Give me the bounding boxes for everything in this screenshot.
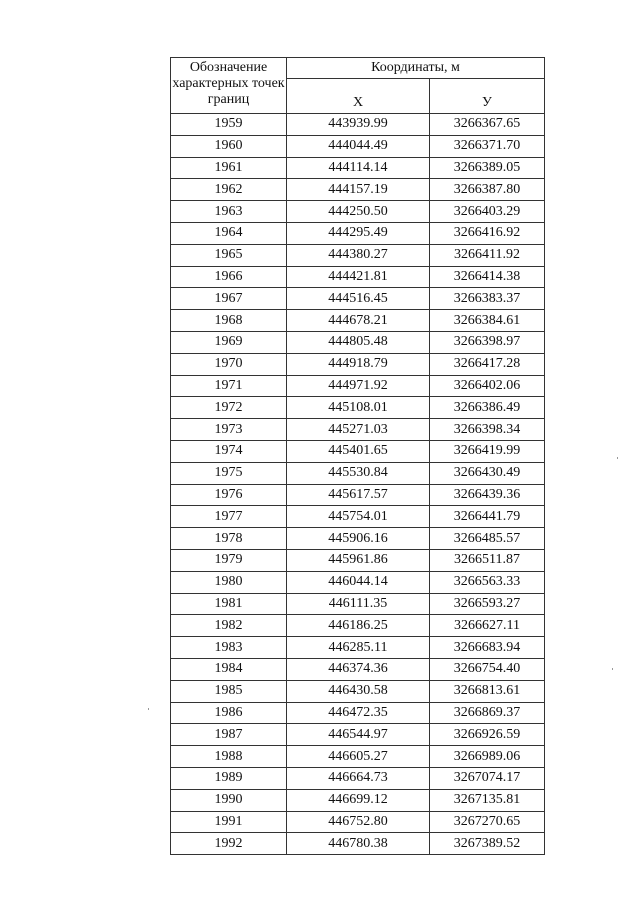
y-coordinate-cell: 3266402.06: [430, 375, 545, 397]
point-cell: 1991: [171, 811, 287, 833]
table-row: [171, 571, 545, 593]
point-cell: 1968: [171, 310, 287, 332]
table-row: [171, 244, 545, 266]
point-cell: 1970: [171, 353, 287, 375]
point-cell: 1982: [171, 615, 287, 637]
point-cell: 1974: [171, 440, 287, 462]
table-row: [171, 528, 545, 550]
point-cell: 1964: [171, 222, 287, 244]
x-coordinate-cell: 445617.57: [287, 484, 430, 506]
table-row: [171, 724, 545, 746]
table-row: [171, 746, 545, 768]
x-coordinate-cell: 445530.84: [287, 462, 430, 484]
y-coordinate-cell: 3266439.36: [430, 484, 545, 506]
point-cell: 1977: [171, 506, 287, 528]
table-row: [171, 767, 545, 789]
table-row: [171, 375, 545, 397]
x-coordinate-cell: 445401.65: [287, 440, 430, 462]
table-row: [171, 419, 545, 441]
y-coordinate-cell: 3266683.94: [430, 637, 545, 659]
table-row: [171, 310, 545, 332]
table-row: [171, 549, 545, 571]
point-cell: 1966: [171, 266, 287, 288]
table-row: [171, 702, 545, 724]
y-coordinate-cell: 3266386.49: [430, 397, 545, 419]
x-coordinate-cell: 446186.25: [287, 615, 430, 637]
table-row: [171, 615, 545, 637]
x-coordinate-cell: 444114.14: [287, 157, 430, 179]
y-coordinate-cell: 3266384.61: [430, 310, 545, 332]
y-coordinate-cell: 3266419.99: [430, 440, 545, 462]
point-cell: 1965: [171, 244, 287, 266]
table-row: [171, 833, 545, 855]
x-coordinate-cell: 445906.16: [287, 528, 430, 550]
table-header: [171, 58, 545, 114]
x-coordinate-cell: 444421.81: [287, 266, 430, 288]
point-cell: 1979: [171, 549, 287, 571]
x-coordinate-cell: 446752.80: [287, 811, 430, 833]
point-cell: 1980: [171, 571, 287, 593]
point-cell: 1959: [171, 114, 287, 136]
point-cell: 1969: [171, 331, 287, 353]
y-coordinate-cell: 3266387.80: [430, 179, 545, 201]
point-cell: 1985: [171, 680, 287, 702]
point-cell: 1992: [171, 833, 287, 855]
y-coordinate-cell: 3266593.27: [430, 593, 545, 615]
x-coordinate-cell: 446699.12: [287, 789, 430, 811]
y-coordinate-cell: 3266926.59: [430, 724, 545, 746]
x-coordinate-cell: 446430.58: [287, 680, 430, 702]
point-cell: 1961: [171, 157, 287, 179]
table-row: [171, 440, 545, 462]
x-coordinate-cell: 445108.01: [287, 397, 430, 419]
table-body: [171, 114, 545, 855]
table-row: [171, 353, 545, 375]
x-coordinate-cell: 446605.27: [287, 746, 430, 768]
table-row: [171, 484, 545, 506]
x-coordinate-cell: 444295.49: [287, 222, 430, 244]
coordinates-table: [170, 57, 545, 855]
header-row-top: [171, 58, 545, 79]
x-coordinate-cell: 445961.86: [287, 549, 430, 571]
y-coordinate-cell: 3266383.37: [430, 288, 545, 310]
table-row: [171, 288, 545, 310]
x-coordinate-cell: 446544.97: [287, 724, 430, 746]
point-cell: 1978: [171, 528, 287, 550]
table-row: [171, 658, 545, 680]
y-coordinate-cell: 3266398.34: [430, 419, 545, 441]
y-coordinate-cell: 3266869.37: [430, 702, 545, 724]
point-cell: 1975: [171, 462, 287, 484]
table-row: [171, 179, 545, 201]
y-coordinate-cell: 3266417.28: [430, 353, 545, 375]
y-column-header: У: [430, 79, 545, 114]
coordinates-table-container: [170, 57, 544, 855]
y-coordinate-cell: 3266813.61: [430, 680, 545, 702]
table-row: [171, 157, 545, 179]
table-row: [171, 789, 545, 811]
point-cell: 1983: [171, 637, 287, 659]
point-cell: 1972: [171, 397, 287, 419]
y-coordinate-cell: 3266411.92: [430, 244, 545, 266]
table-row: [171, 593, 545, 615]
table-row: [171, 397, 545, 419]
table-row: [171, 637, 545, 659]
x-coordinate-cell: 444516.45: [287, 288, 430, 310]
y-coordinate-cell: 3266371.70: [430, 135, 545, 157]
point-cell: 1990: [171, 789, 287, 811]
x-coordinate-cell: 443939.99: [287, 114, 430, 136]
y-coordinate-cell: 3266511.87: [430, 549, 545, 571]
table-row: [171, 222, 545, 244]
x-coordinate-cell: 444044.49: [287, 135, 430, 157]
x-coordinate-cell: 444918.79: [287, 353, 430, 375]
point-cell: 1962: [171, 179, 287, 201]
y-coordinate-cell: 3266398.97: [430, 331, 545, 353]
x-coordinate-cell: 444678.21: [287, 310, 430, 332]
table-row: [171, 811, 545, 833]
table-row: [171, 201, 545, 223]
point-cell: 1967: [171, 288, 287, 310]
y-coordinate-cell: 3266416.92: [430, 222, 545, 244]
x-coordinate-cell: 444971.92: [287, 375, 430, 397]
point-cell: 1973: [171, 419, 287, 441]
table-row: [171, 114, 545, 136]
y-coordinate-cell: 3266389.05: [430, 157, 545, 179]
scan-speck: [148, 708, 149, 710]
table-row: [171, 506, 545, 528]
scan-speck: [617, 457, 618, 459]
x-coordinate-cell: 444805.48: [287, 331, 430, 353]
y-coordinate-cell: 3267074.17: [430, 767, 545, 789]
table-row: [171, 462, 545, 484]
y-coordinate-cell: 3266485.57: [430, 528, 545, 550]
point-cell: 1988: [171, 746, 287, 768]
point-cell: 1960: [171, 135, 287, 157]
point-cell: 1987: [171, 724, 287, 746]
x-coordinate-cell: 446044.14: [287, 571, 430, 593]
y-coordinate-cell: 3266627.11: [430, 615, 545, 637]
y-coordinate-cell: 3266989.06: [430, 746, 545, 768]
x-coordinate-cell: 446472.35: [287, 702, 430, 724]
y-coordinate-cell: 3266367.65: [430, 114, 545, 136]
x-coordinate-cell: 445271.03: [287, 419, 430, 441]
point-cell: 1976: [171, 484, 287, 506]
y-coordinate-cell: 3267389.52: [430, 833, 545, 855]
designation-header: Обозначение характерных точек границ: [171, 58, 287, 114]
point-cell: 1989: [171, 767, 287, 789]
y-coordinate-cell: 3266441.79: [430, 506, 545, 528]
scan-speck: [612, 668, 613, 670]
y-coordinate-cell: 3266430.49: [430, 462, 545, 484]
y-coordinate-cell: 3267270.65: [430, 811, 545, 833]
y-coordinate-cell: 3266754.40: [430, 658, 545, 680]
y-coordinate-cell: 3266414.38: [430, 266, 545, 288]
table-row: [171, 135, 545, 157]
y-coordinate-cell: 3266563.33: [430, 571, 545, 593]
x-coordinate-cell: 446374.36: [287, 658, 430, 680]
point-cell: 1981: [171, 593, 287, 615]
point-cell: 1971: [171, 375, 287, 397]
table-row: [171, 266, 545, 288]
y-coordinate-cell: 3267135.81: [430, 789, 545, 811]
x-coordinate-cell: 444157.19: [287, 179, 430, 201]
table-row: [171, 680, 545, 702]
x-coordinate-cell: 446111.35: [287, 593, 430, 615]
x-coordinate-cell: 446664.73: [287, 767, 430, 789]
point-cell: 1963: [171, 201, 287, 223]
x-column-header: X: [287, 79, 430, 114]
x-coordinate-cell: 445754.01: [287, 506, 430, 528]
point-cell: 1984: [171, 658, 287, 680]
coordinates-header: Координаты, м: [287, 58, 545, 79]
point-cell: 1986: [171, 702, 287, 724]
table-row: [171, 331, 545, 353]
x-coordinate-cell: 446780.38: [287, 833, 430, 855]
x-coordinate-cell: 444380.27: [287, 244, 430, 266]
x-coordinate-cell: 446285.11: [287, 637, 430, 659]
y-coordinate-cell: 3266403.29: [430, 201, 545, 223]
x-coordinate-cell: 444250.50: [287, 201, 430, 223]
